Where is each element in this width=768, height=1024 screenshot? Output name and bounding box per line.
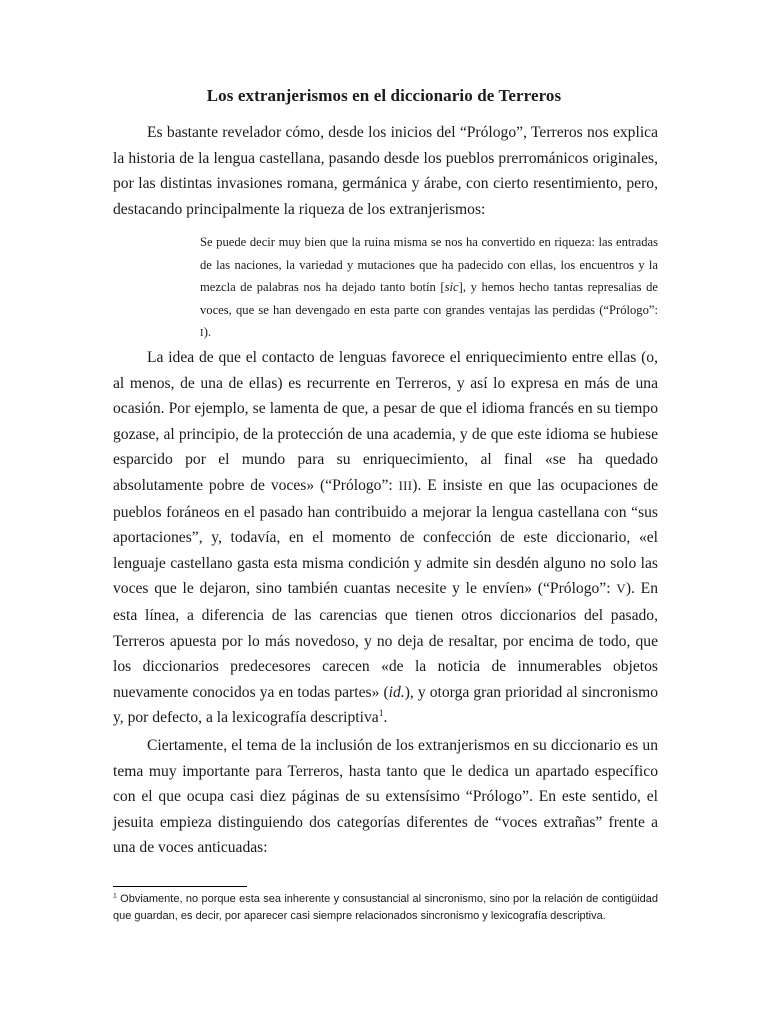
p2-roman-numeral-1: III (398, 478, 413, 493)
block-quote (200, 231, 658, 346)
footnote-text: Obviamente, no porque esta sea inherente y consustancial al sincronismo, sino por la relación de contigüidad que guardan, es decir, por aparecer casi siempre relacionados sincronismo y lexicografía descriptiva. (113, 893, 658, 922)
paragraph-3 (113, 733, 658, 861)
p2-text-c: ). En esta línea, a diferencia de las carencias que tienen otros diccionarios del pasado, Terreros apuesta por lo más novedoso, y no deja de resaltar, por encima de todo, que los diccionarios predecesores carecen «de la noticia de innumerables objetos nuevamente conocidos ya en todas partes» ( (113, 580, 659, 701)
quote-sic: sic (444, 280, 459, 294)
p2-text-d: ), y otorga gran prioridad al sincronismo y, por defecto, a la lexicografía descriptiva (113, 683, 658, 727)
footnote-text-line (113, 891, 658, 924)
paragraph-3-text: Ciertamente, el tema de la inclusión de los extranjerismos en su diccionario es un tema muy importante para Terreros, hasta tanto que le dedica un apartado específico con el que ocupa casi diez páginas de su extensísimo “Prólogo”. En este sentido, el jesuita empieza distinguiendo dos categorías diferentes de “voces extrañas” frente a una de voces anticuadas: (113, 737, 658, 857)
page-title: Los extranjerismos en el diccionario de Terreros (206, 86, 562, 105)
paragraph-1 (113, 120, 658, 222)
p2-id-abbrev: id. (388, 683, 405, 701)
quote-text-a: Se puede decir muy bien que la ruina misma se nos ha convertido en riqueza: las entradas de las naciones, la variedad y mutaciones que ha padecido con ellas, los encuentros y la mezcla de palabras nos ha dejado tanto botín [ (200, 235, 658, 294)
paragraph-2 (113, 345, 658, 731)
p2-text-e: . (383, 709, 388, 727)
p2-roman-numeral-2: V (616, 582, 626, 597)
footnote-mark: 1 (113, 892, 117, 900)
block-quote-text (200, 231, 658, 346)
quote-text-c: ). (203, 325, 212, 339)
paragraph-1-text: Es bastante revelador cómo, desde los inicios del “Prólogo”, Terreros nos explica la historia de la lengua castellana, pasando desde los pueblos prerrománicos originales, por las distintas invasiones romana, germánica y árabe, con cierto resentimiento, pero, destacando principalmente la riqueza de los extranjerismos: (113, 124, 658, 218)
quote-roman-numeral: I (200, 328, 204, 339)
paragraph-2-text (113, 345, 658, 731)
footnote-divider (113, 886, 247, 887)
p2-text-a: La idea de que el contacto de lenguas favorece el enriquecimiento entre ellas (o, al menos, de una de ellas) es recurrente en Terreros, y así lo expresa en más de una ocasión. Por ejemplo, se lamenta de que, a pesar de que el idioma francés en su tiempo gozase, al principio, de la protección de una academia, y de que este idioma se hubiese esparcido por el mundo para su enriquecimiento, al final «se ha quedado absolutamente pobre de voces» (“Prólogo”: (113, 349, 658, 494)
footnote-reference[interactable]: 1 (378, 708, 384, 720)
footnote (113, 891, 658, 924)
quote-text-b: ], y hemos hecho tantas represalias de voces, que se han devengado en esta parte con grandes ventajas las perdidas (“Prólogo”: (200, 280, 658, 317)
p2-text-b: ). E insiste en que las ocupaciones de pueblos foráneos en el pasado han contribuido a mejorar la lengua castellana con “sus aportaciones”, y, todavía, en el momento de confección de este diccionario, «el lenguaje castellano gasta esta misma condición y admite sin desdén alguno no solo las voces que le dejaron, sino también cuantas necesite y le envíen» (“Prólogo”: (113, 476, 658, 598)
